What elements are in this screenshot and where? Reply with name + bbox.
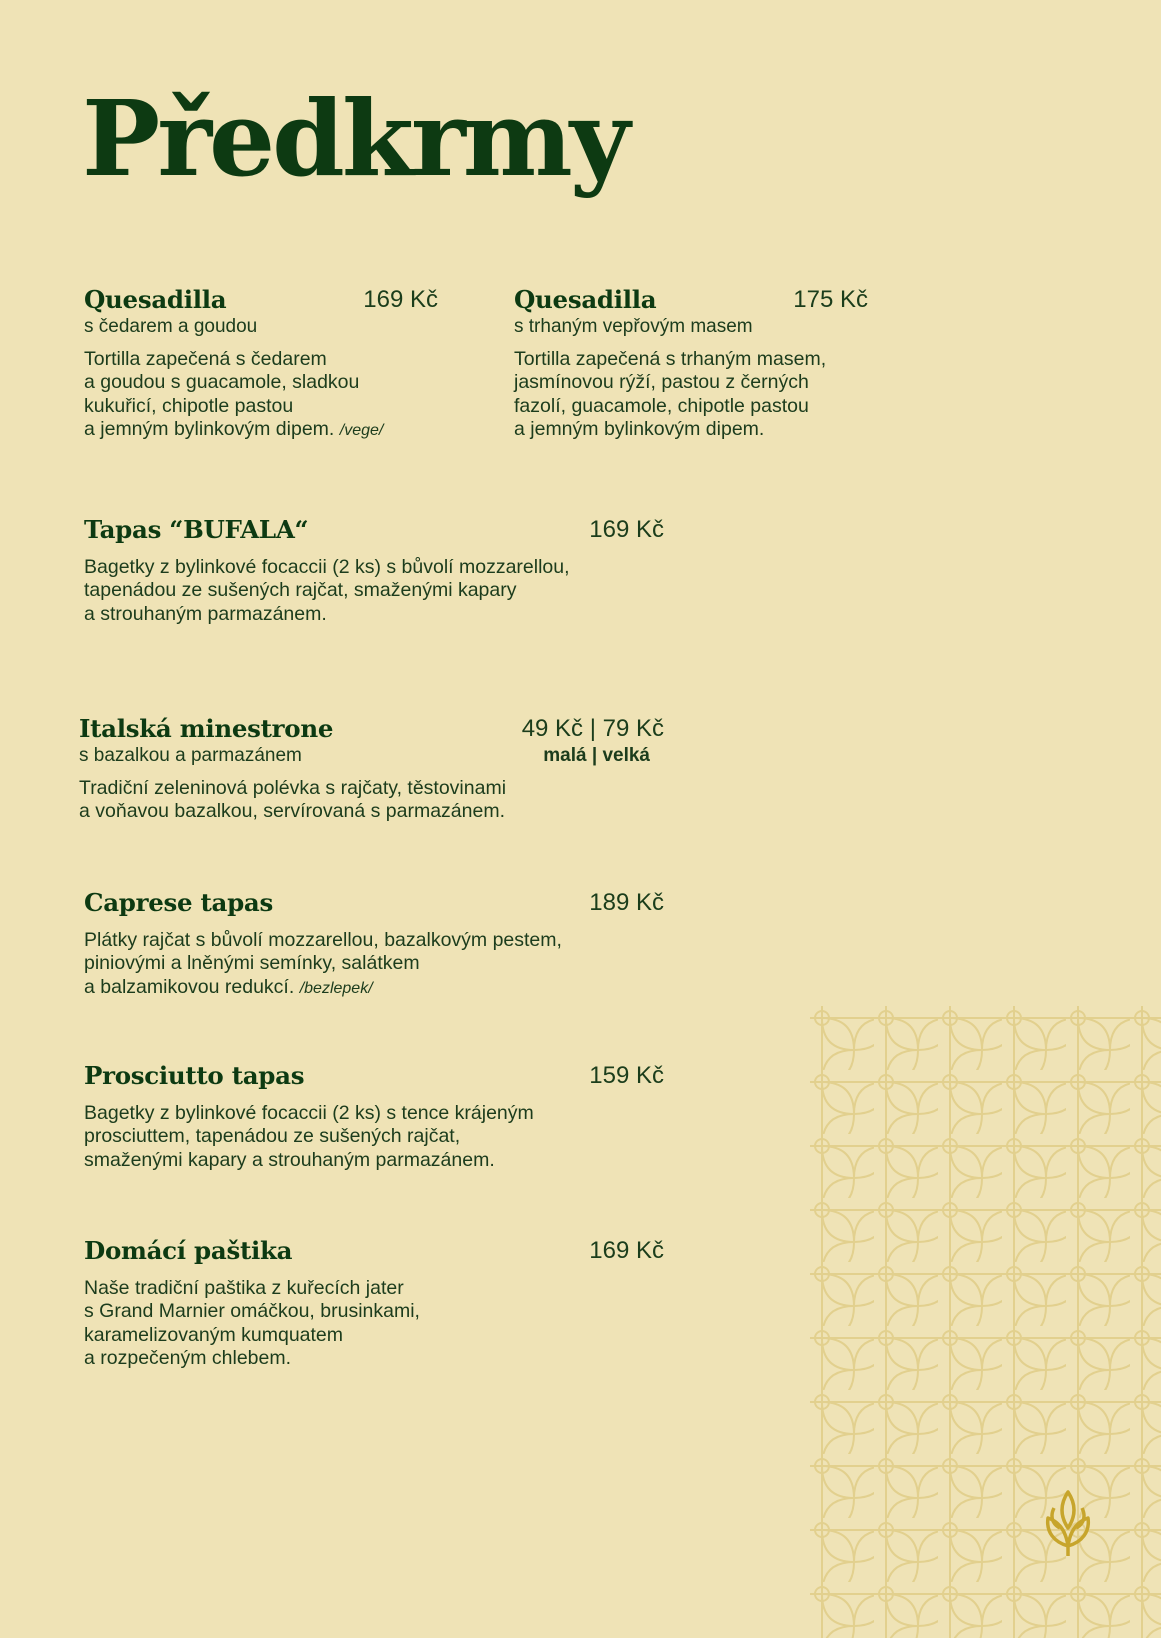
menu-item-tapas-bufala bbox=[84, 514, 664, 624]
item-price: 169 Kč bbox=[589, 516, 664, 543]
item-description: Tortilla zapečená s čedarem a goudou s guacamole, sladkou kukuřicí, chipotle pastou a jemným bylinkovým dipem. /vege/ bbox=[84, 348, 384, 440]
diet-tag: /bezlepek/ bbox=[299, 979, 373, 997]
item-price: 175 Kč bbox=[793, 286, 868, 313]
item-price: 189 Kč bbox=[589, 889, 664, 916]
item-subtitle: s čedarem a goudou bbox=[84, 316, 258, 337]
item-name: Caprese tapas bbox=[84, 888, 274, 917]
item-price: 49 Kč | 79 Kč bbox=[521, 715, 664, 742]
wheat-logo-icon bbox=[1040, 1488, 1096, 1560]
item-subtitle: s trhaným vepřovým masem bbox=[514, 316, 753, 337]
price-size-note: malá | velká bbox=[543, 745, 650, 766]
item-name: Italská minestrone bbox=[79, 714, 334, 743]
menu-item-quesadilla-cheese bbox=[84, 284, 438, 444]
item-name: Quesadilla bbox=[84, 285, 227, 314]
item-price: 169 Kč bbox=[589, 1237, 664, 1264]
menu-item-caprese-tapas bbox=[84, 887, 664, 997]
item-description: Naše tradiční paštika z kuřecích jater s Grand Marnier omáčkou, brusinkami, karamelizovaným kumquatem a rozpečeným chlebem. bbox=[84, 1277, 420, 1369]
item-subtitle: s bazalkou a parmazánem bbox=[79, 745, 302, 766]
item-description: Bagetky z bylinkové focaccii (2 ks) s bůvolí mozzarellou, tapenádou ze sušených rajčat, smaženými kapary a strouhaným parmazánem. bbox=[84, 556, 570, 625]
menu-item-prosciutto-tapas bbox=[84, 1060, 664, 1170]
item-name: Quesadilla bbox=[514, 285, 657, 314]
item-description: Bagetky z bylinkové focaccii (2 ks) s tence krájeným prosciuttem, tapenádou ze sušených rajčat, smaženými kapary a strouhaným parmazánem. bbox=[84, 1102, 534, 1171]
item-description: Tradiční zeleninová polévka s rajčaty, těstovinami a voňavou bazalkou, servírovaná s parmazánem. bbox=[79, 777, 507, 823]
item-name: Domácí paštika bbox=[84, 1236, 293, 1265]
item-price: 169 Kč bbox=[363, 286, 438, 313]
item-description: Tortilla zapečená s trhaným masem, jasmínovou rýží, pastou z černých fazolí, guacamole, chipotle pastou a jemným bylinkovým dipem. bbox=[514, 348, 827, 440]
menu-item-minestrone bbox=[79, 713, 664, 833]
item-description: Plátky rajčat s bůvolí mozzarellou, bazalkovým pestem, piniovými a lněnými semínky, salátkem a balzamikovou redukcí. /bezlepek/ bbox=[84, 929, 562, 998]
ornament-pattern bbox=[810, 1006, 1161, 1638]
page-title: Předkrmy bbox=[82, 77, 628, 200]
item-name: Prosciutto tapas bbox=[84, 1061, 305, 1090]
menu-item-domaci-pastika bbox=[84, 1235, 664, 1375]
item-name: Tapas “BUFALA“ bbox=[84, 515, 309, 544]
menu-item-quesadilla-pork bbox=[514, 284, 868, 444]
item-price: 159 Kč bbox=[589, 1062, 664, 1089]
diet-tag: /vege/ bbox=[339, 421, 384, 439]
